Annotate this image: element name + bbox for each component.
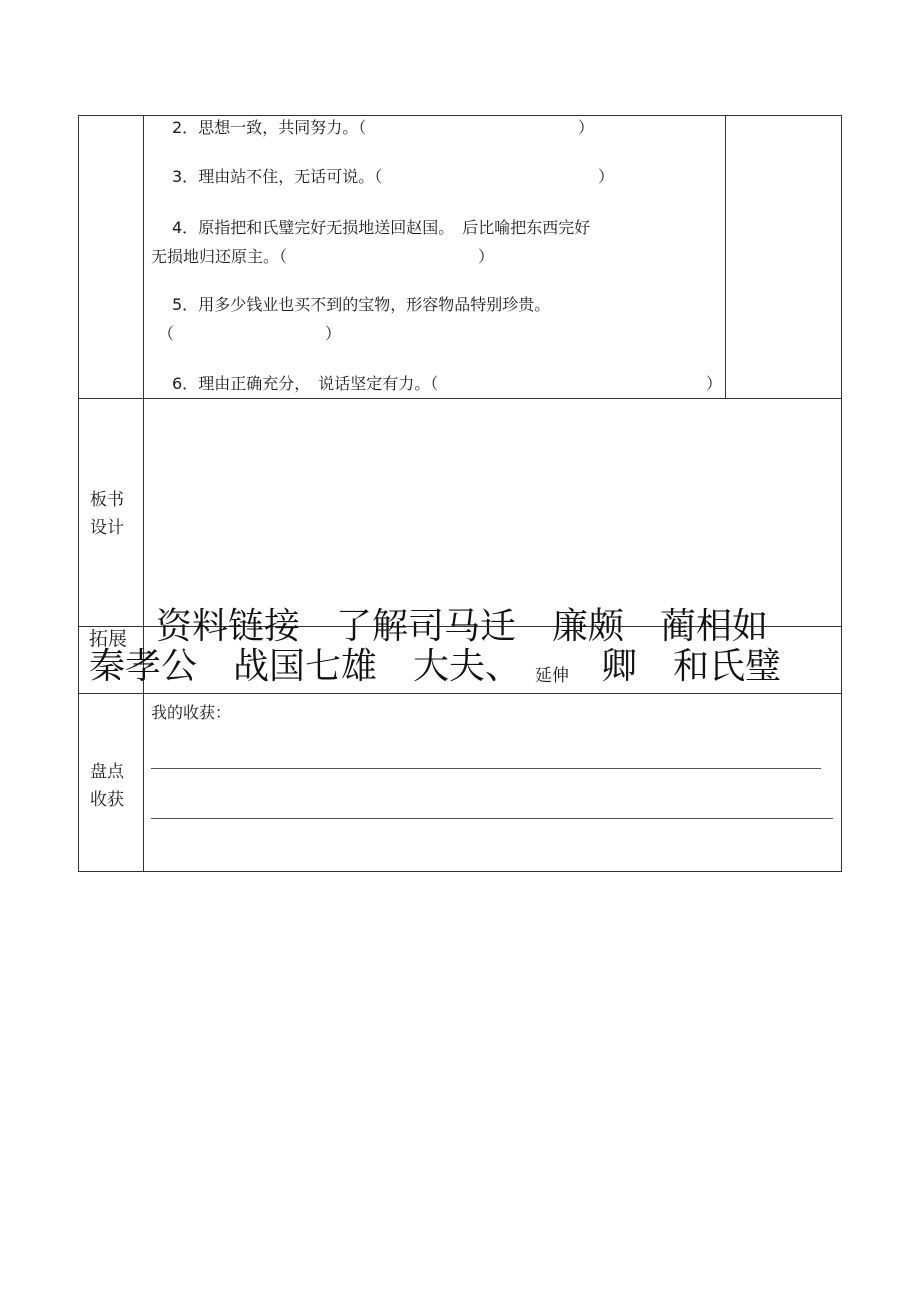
item-number: 5． [172, 295, 199, 314]
table-bottom-border [78, 871, 842, 872]
item-number: 4． [172, 218, 199, 237]
exercise-item-5 [172, 295, 550, 315]
table-top-border [78, 115, 842, 116]
exercise-item-2 [172, 118, 366, 138]
item-text: 理由正确充分， 说话坚定有力。（ [198, 374, 439, 393]
item-number: 3． [172, 167, 199, 186]
label-line: 收获 [90, 790, 124, 810]
exercise-item-4-continuation: 无损地归还原主。（ [151, 247, 288, 266]
label-column-divider [143, 115, 144, 872]
item-text: 思想一致，共同努力。（ [198, 118, 367, 137]
table-right-border [841, 115, 842, 872]
item-text: 理由站不住，无话可说。（ [198, 167, 383, 186]
label-line: 板书 [90, 490, 124, 510]
row-divider-board [78, 398, 842, 399]
answer-close-paren: ） [325, 324, 342, 343]
answer-close-paren: ） [706, 374, 723, 393]
item-number: 2． [172, 118, 199, 137]
exercise-item-4 [172, 218, 590, 238]
extension-label-continued: 延伸 [535, 666, 569, 686]
answer-line[interactable] [151, 818, 833, 819]
board-design-label [90, 486, 134, 542]
extension-resources-row2-end: 卿 和氏璧 [601, 646, 782, 687]
answer-close-paren: ） [478, 247, 495, 266]
label-line: 盘点 [90, 762, 124, 782]
answer-close-paren: ） [598, 167, 615, 186]
item-text: 用多少钱业也买不到的宝物，形容物品特别珍贵。 [198, 295, 551, 314]
item-text: 原指把和氏璧完好无损地送回赵国。 后比喻把东西完好 [198, 218, 591, 237]
extension-resources-row1: 资料链接 了解司马迁 廉颇 蔺相如 [156, 606, 769, 647]
row-divider-harvest [78, 693, 842, 694]
item-number: 6． [172, 374, 199, 393]
answer-line[interactable] [151, 768, 821, 769]
label-line: 设计 [90, 518, 124, 538]
extension-resources-row2: 秦孝公 战国七雄 大夫、 [89, 646, 522, 687]
exercise-item-6 [172, 374, 438, 394]
harvest-prompt: 我的收获： [151, 703, 232, 722]
notes-column-divider [725, 115, 726, 399]
harvest-label [90, 758, 134, 814]
answer-open-paren: （ [158, 324, 175, 343]
exercise-item-3 [172, 167, 382, 187]
answer-close-paren: ） [578, 118, 595, 137]
table-left-border [78, 115, 79, 872]
extension-label: 拓展 [89, 628, 128, 650]
